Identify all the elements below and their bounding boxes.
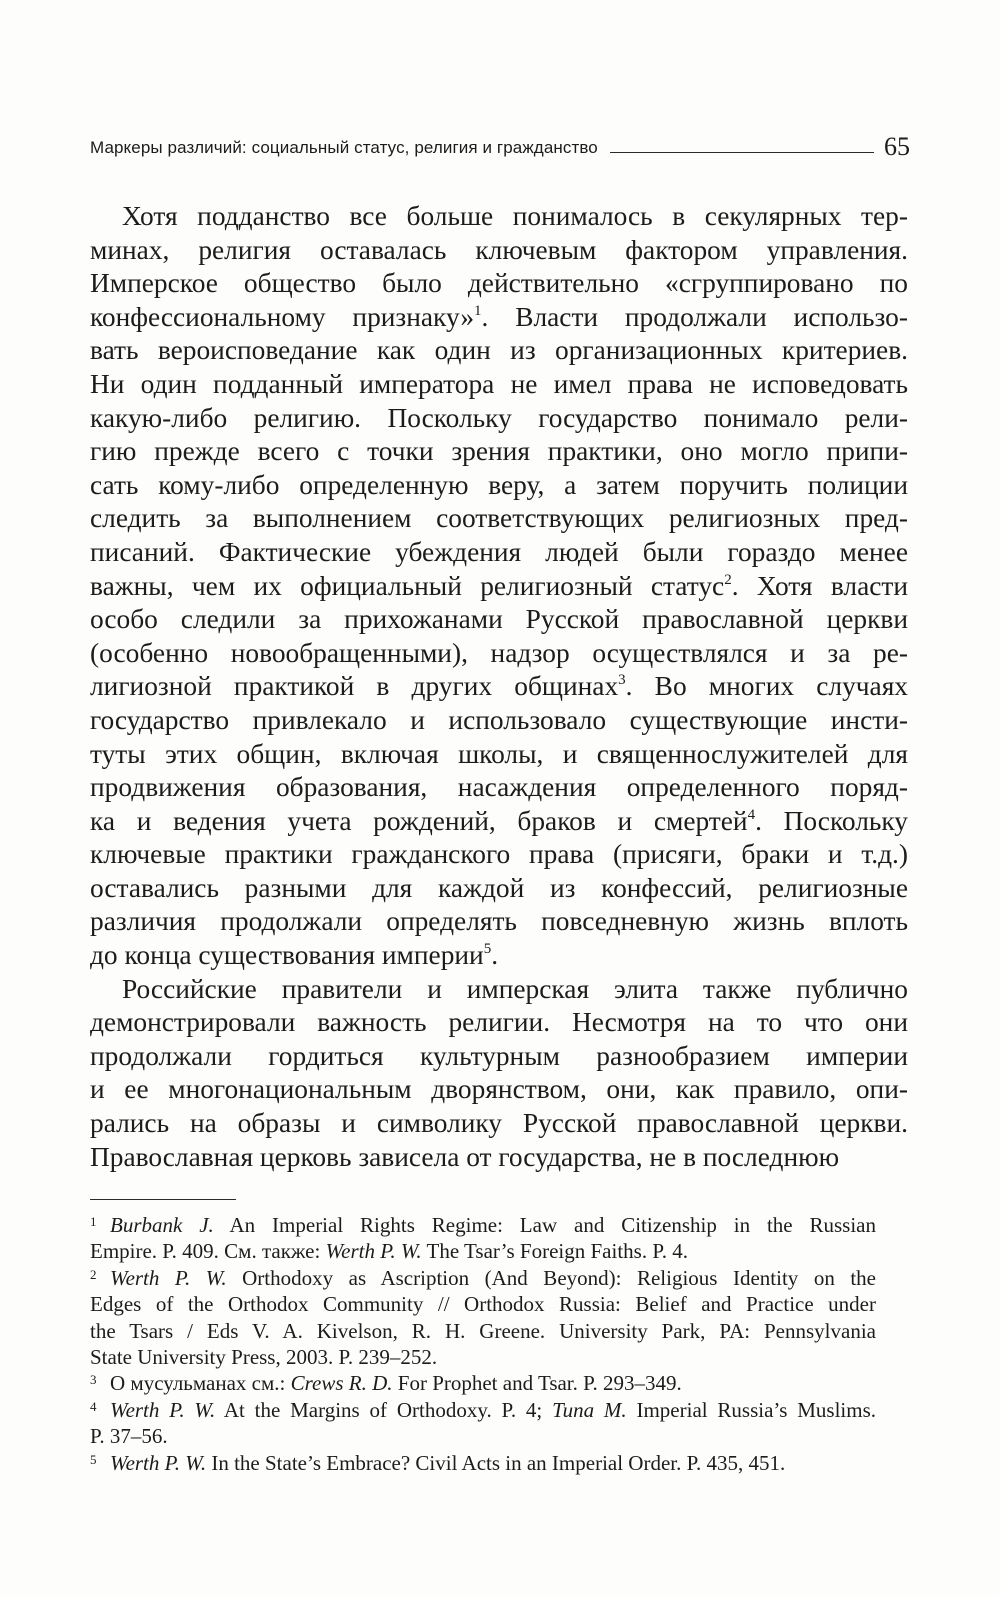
- text-line: Российские правители и имперская элита также публично: [122, 973, 908, 1004]
- text-line: какую-либо религию. Поскольку государство понимало рели-: [90, 402, 908, 433]
- text-line: Имперское общество было действительно «сгруппировано по: [90, 268, 908, 299]
- footnote-line: 2 Werth P. W. Orthodoxy as Ascription (And Beyond): Religious Identity on the: [90, 1265, 876, 1290]
- footnote-ref: 2: [724, 571, 732, 588]
- text-line: лигиозной практикой в других общинах$^3$. Во многих случаях: [90, 671, 908, 702]
- text-line: (особенно новообращенными), надзор осуществлялся и за ре-: [90, 637, 908, 668]
- footnote-3: [90, 1370, 876, 1396]
- running-head-title: Маркеры различий: социальный статус, религия и гражданство: [90, 138, 598, 157]
- text-line: рались на образы и символику Русской православной церкви.: [90, 1108, 908, 1139]
- text-line: гию прежде всего с точки зрения практики, оно могло припи-: [90, 436, 908, 467]
- text-line: следить за выполнением соответствующих религиозных пред-: [90, 503, 908, 534]
- footnote-4: [90, 1397, 876, 1450]
- footnote-line: Empire. P. 409. См. также: Werth P. W. The Tsar’s Foreign Faiths. P. 4.: [90, 1239, 688, 1264]
- text-line: конфессиональному признаку»$^1$. Власти продолжали использо-: [90, 301, 908, 332]
- paragraph: [90, 200, 908, 973]
- main-text: [90, 200, 908, 1174]
- text-line: ка и ведения учета рождений, браков и смертей$^4$. Поскольку: [90, 805, 908, 836]
- footnote-line: 1 Burbank J. An Imperial Rights Regime: Law and Citizenship in the Russian: [90, 1213, 876, 1237]
- text-line: особо следили за прихожанами Русской православной церкви: [90, 604, 908, 635]
- text-line: продолжали гордиться культурным разнообразием империи: [90, 1040, 908, 1071]
- footnote-2: [90, 1265, 876, 1371]
- text-line: и ее многонациональным дворянством, они, как правило, опи-: [90, 1074, 908, 1105]
- text-line: демонстрировали важность религии. Несмотря на то что они: [90, 1007, 908, 1038]
- text-line: писаний. Фактические убеждения людей были гораздо менее: [90, 536, 908, 567]
- text-line: ключевые практики гражданского права (присяги, браки и т.д.): [90, 839, 908, 870]
- footnote-ref: 1: [474, 302, 482, 319]
- text-line: до конца существования империи$^5$.: [90, 940, 499, 971]
- footnote-ref: 3: [618, 672, 626, 689]
- page-number: 65: [884, 132, 910, 161]
- footnote-line: Edges of the Orthodox Community // Orthodox Russia: Belief and Practice under: [90, 1292, 876, 1317]
- footnote-ref: 5: [483, 941, 492, 958]
- text-line: минах, религия оставалась ключевым фактором управления.: [90, 234, 908, 265]
- text-line: различия продолжали определять повседневную жизнь вплоть: [90, 906, 908, 937]
- text-line: туты этих общин, включая школы, и священнослужителей для: [90, 738, 908, 769]
- text-line: продвижения образования, насаждения определенного поряд-: [90, 772, 908, 803]
- text-line: Ни один подданный императора не имел права не исповедовать: [90, 368, 908, 399]
- text-line: сать кому-либо определенную веру, а затем поручить полиции: [90, 469, 908, 500]
- text-line: оставались разными для каждой из конфессий, религиозные: [90, 872, 908, 903]
- text-line: важны, чем их официальный религиозный статус$^2$. Хотя власти: [90, 570, 909, 601]
- footnote-line: P. 37–56.: [90, 1424, 168, 1449]
- text-line: Православная церковь зависела от государства, не в последнюю: [90, 1141, 840, 1172]
- footnote-separator: [90, 1199, 236, 1200]
- footnote-line: 3 О мусульманах см.: Crews R. D. For Prophet and Tsar. P. 293–349.: [90, 1371, 682, 1396]
- footnote-line: State University Press, 2003. P. 239–252.: [90, 1344, 438, 1369]
- text-line: Хотя подданство все больше понималось в секулярных тер-: [122, 201, 908, 231]
- text-line: государство привлекало и использовало существующие инсти-: [90, 704, 908, 735]
- text-line: вать вероисповедание как один из организационных критериев.: [90, 335, 908, 366]
- footnote-ref: 4: [747, 806, 756, 823]
- footnotes: [90, 1212, 876, 1476]
- paragraph: [90, 973, 908, 1175]
- footnote-1: [90, 1212, 876, 1265]
- footnote-line: 5 Werth P. W. In the State’s Embrace? Civil Acts in an Imperial Order. P. 435, 451.: [90, 1450, 786, 1475]
- running-head-rule: [610, 152, 874, 153]
- running-head: [90, 128, 910, 160]
- footnote-line: the Tsars / Eds V. A. Kivelson, R. H. Greene. University Park, PA: Pennsylvania: [90, 1318, 876, 1343]
- footnote-5: [90, 1450, 876, 1476]
- footnote-line: 4 Werth P. W. At the Margins of Orthodoxy. P. 4; Tuna M. Imperial Russia’s Muslims.: [90, 1397, 876, 1422]
